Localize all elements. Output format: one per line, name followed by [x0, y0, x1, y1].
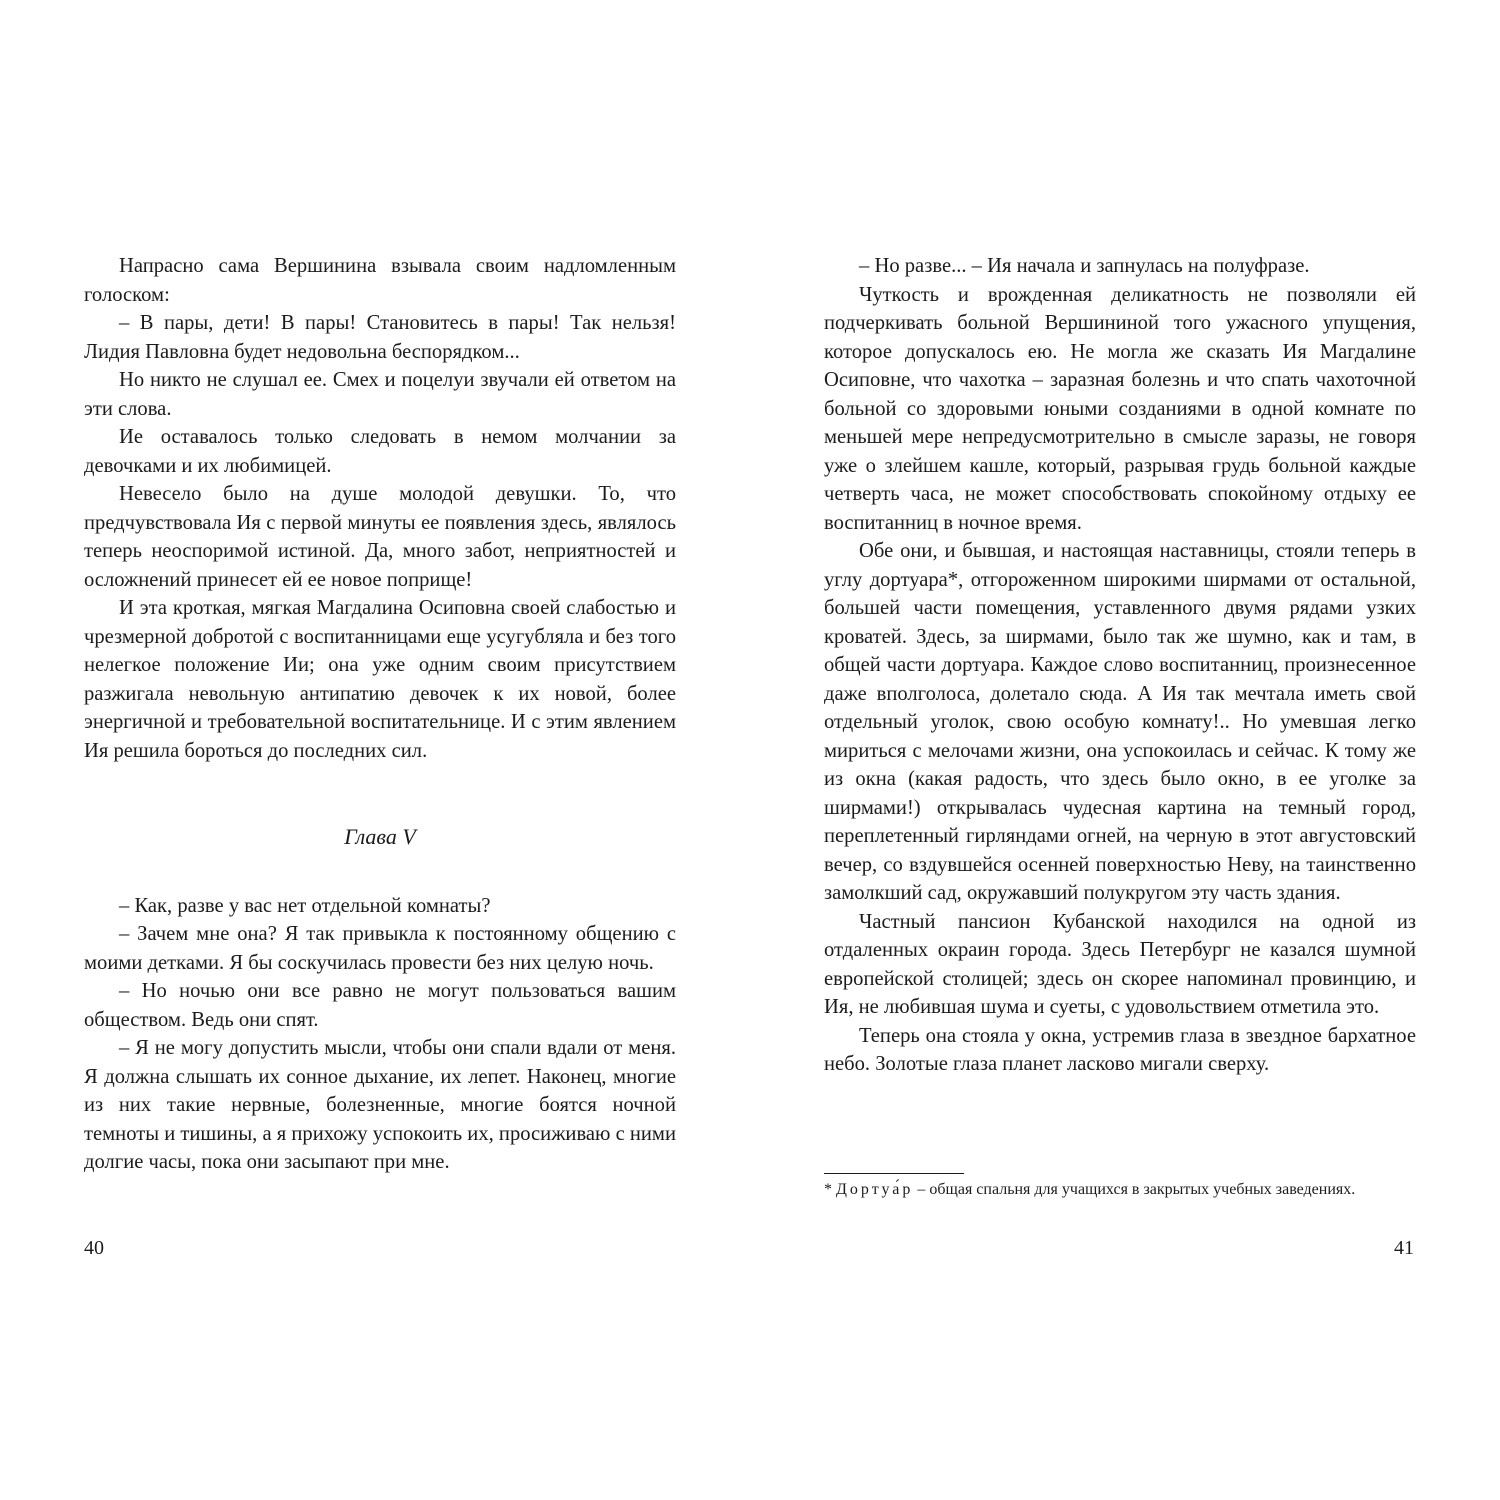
paragraph: Чуткость и врожденная деликатность не позволяли ей подчеркивать больной Вершининой того ужасного упущения, которое допускалось ею. Не могла же сказать Ия Магдалине Осиповне, что чахотка – заразная болезнь и что спать чахоточной больной со здоровыми юными созданиями в одной комнате по меньшей мере непредусмотрительно в смысле заразы, не говоря уже о злейшем кашле, который, разрывая грудь больной каждые четверть часа, не может способствовать спокойному отдыху ее воспитанниц в ночное время. — [824, 283, 1416, 534]
chapter-title: Глава V — [344, 824, 416, 849]
page-number-right: 41 — [1394, 1237, 1414, 1259]
dialogue-line: – Зачем мне она? Я так привыкла к постоянному общению с моими детками. Я бы соскучилась провести без них целую ночь. — [84, 923, 676, 974]
paragraph: Невесело было на душе молодой девушки. То, что предчувствовала Ия с первой минуты ее появления здесь, являлось теперь неоспоримой истиной. Да, много забот, неприятностей и осложнений принесет ей ее новое поприще! — [84, 483, 676, 591]
dialogue-line: – Я не могу допустить мысли, чтобы они спали вдали от меня. Я должна слышать их сонное дыхание, их лепет. Наконец, многие из них такие нервные, болезненные, многие боятся ночной темноты и тишины, а я прихожу успокоить их, просиживаю с ними долгие часы, пока они засыпают при мне. — [84, 1037, 676, 1173]
paragraph: И эта кроткая, мягкая Магдалина Осиповна своей слабостью и чрезмерной добротой с воспитанницами еще усугубляла и без того нелегкое положение Ии; она уже одним своим присутствием разжигала невольную антипатию девочек к их новой, более энергичной и требовательной воспитательнице. И с этим явлением Ия решила бороться до последних сил. — [84, 597, 676, 762]
right-page — [824, 252, 1416, 1079]
page-number-left: 40 — [84, 1237, 104, 1259]
paragraph: – В пары, дети! В пары! Становитесь в пары! Так нельзя! Лидия Павловна будет недовольна беспорядком... — [84, 312, 676, 363]
paragraph: Но никто не слушал ее. Смех и поцелуи звучали ей ответом на эти слова. — [84, 369, 676, 420]
footnote-divider — [824, 1173, 964, 1174]
dialogue-line: – Но ночью они все равно не могут пользоваться вашим обществом. Ведь они спят. — [84, 980, 676, 1031]
paragraph: Теперь она стояла у окна, устремив глаза в звездное бархатное небо. Золотые глаза планет ласково мигали сверху. — [824, 1024, 1416, 1075]
dialogue-line: – Как, разве у вас нет отдельной комнаты? — [119, 894, 491, 917]
paragraph: Ие оставалось только следовать в немом молчании за девочками и их любимицей. — [84, 426, 676, 477]
footnote-term: Дортуа́р — [836, 1181, 914, 1198]
paragraph: Частный пансион Кубанской находился на одной из отдаленных окраин города. Здесь Петербург не казался шумной европейской столицей; здесь он скорее напоминал провинцию, и Ия, не любившая шума и суеты, с удовольствием отметила это. — [824, 910, 1416, 1018]
footnote-mark: * — [824, 1181, 836, 1198]
paragraph: Напрасно сама Вершинина взывала своим надломленным голоском: — [84, 255, 676, 306]
footnote-text: – общая спальня для учащихся в закрытых учебных заведениях. — [913, 1181, 1356, 1198]
footnote — [824, 1179, 1416, 1200]
paragraph: Обе они, и бывшая, и настоящая наставницы, стояли теперь в углу дортуара*, отгороженном широкими ширмами от остальной, большей части помещения, уставленного двумя рядами узких кроватей. Здесь, за ширмами, было так же шумно, как и там, в общей части дортуара. Каждое слово воспитанниц, произнесенное даже вполголоса, долетало сюда. А Ия так мечтала иметь свой отдельный уголок, свою особую комнату!.. Но умевшая легко мириться с мелочами жизни, она успокоилась и сейчас. К тому же из окна (какая радость, что здесь было окно, в ее уголке за ширмами!) открывалась чудесная картина на темный город, переплетенный гирляндами огней, на черную в этот августовский вечер, со вздувшейся осенней поверхностью Неву, на таинственно замолкший сад, окружавший полукругом эту часть здания. — [824, 540, 1416, 904]
dialogue-line: – Но разве... – Ия начала и запнулась на полуфразе. — [859, 255, 1310, 277]
left-page — [84, 252, 676, 1177]
